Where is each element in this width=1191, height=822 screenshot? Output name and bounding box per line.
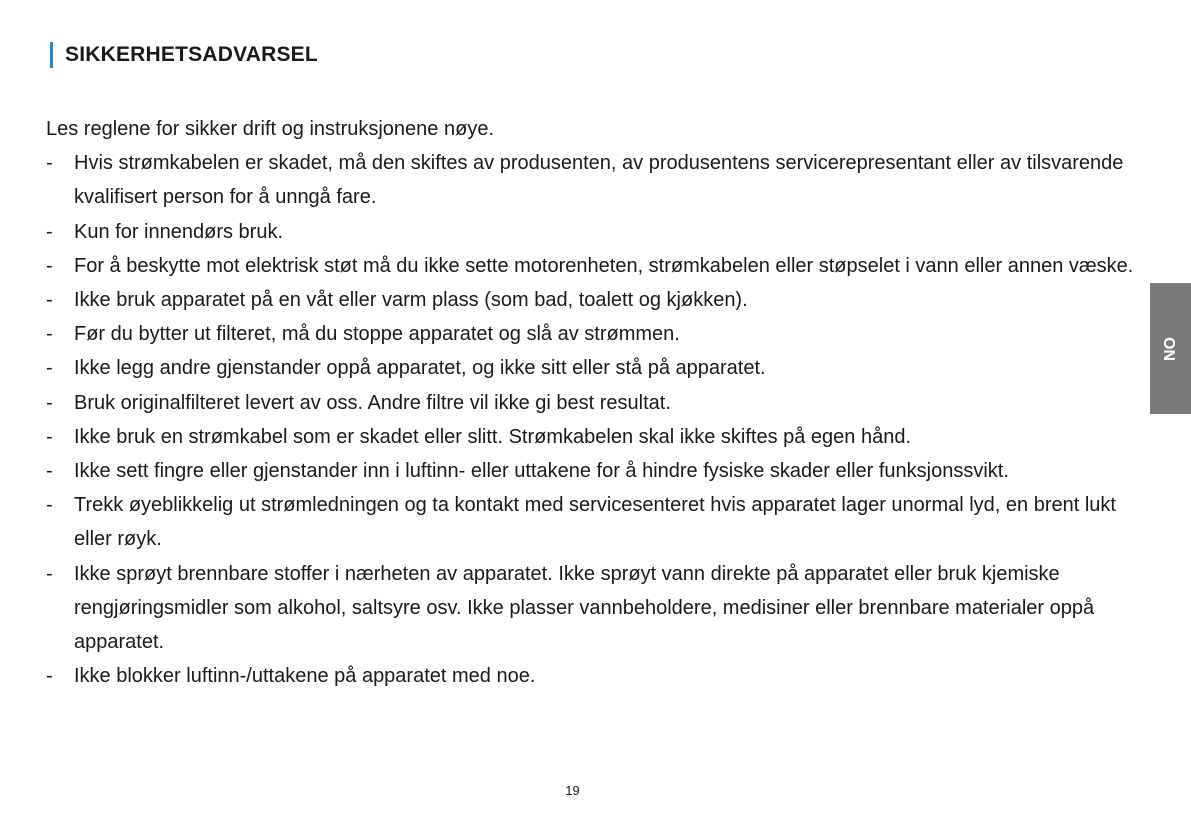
- bullet-dash: -: [46, 289, 53, 312]
- intro-text: Les reglene for sikker drift og instruksjonene nøye.: [46, 118, 494, 140]
- list-item: [46, 351, 1151, 385]
- page-number: 19: [565, 783, 580, 798]
- rule-text: Ikke sett fingre eller gjenstander inn i luftinn- eller uttakene for å hindre fysiske skader eller funksjonssvikt.: [74, 460, 1009, 483]
- rule-text: Bruk originalfilteret levert av oss. Andre filtre vil ikke gi best resultat.: [74, 391, 671, 414]
- rule-text: Hvis strømkabelen er skadet, må den skiftes av produsenten, av produsentens servicerepresentant eller av tilsvarende kvalifisert person for å unngå fare.: [74, 152, 1124, 209]
- list-item: [46, 317, 1151, 351]
- bullet-dash: -: [46, 254, 53, 277]
- bullet-dash: -: [46, 665, 53, 688]
- list-item: [46, 386, 1151, 420]
- language-tab: [1150, 283, 1191, 414]
- bullet-dash: -: [46, 494, 53, 517]
- bullet-dash: -: [46, 323, 53, 346]
- bullet-dash: -: [46, 357, 53, 380]
- rule-text: Kun for innendørs bruk.: [74, 220, 283, 243]
- rule-text: Ikke blokker luftinn-/uttakene på apparatet med noe.: [74, 665, 536, 688]
- safety-rules-list: [46, 146, 1151, 693]
- bullet-dash: -: [46, 220, 53, 243]
- section-heading: [50, 40, 318, 70]
- rule-text: Trekk øyeblikkelig ut strømledningen og ta kontakt med servicesenteret hvis apparatet lager unormal lyd, en brent lukt eller røyk.: [74, 494, 1116, 551]
- bullet-dash: -: [46, 152, 53, 175]
- rule-text: Før du bytter ut filteret, må du stoppe apparatet og slå av strømmen.: [74, 323, 680, 346]
- rule-text: Ikke bruk apparatet på en våt eller varm plass (som bad, toalett og kjøkken).: [74, 289, 748, 312]
- list-item: [46, 557, 1151, 660]
- bullet-dash: -: [46, 391, 53, 414]
- page-title: SIKKERHETSADVARSEL: [65, 43, 318, 66]
- rule-text: Ikke bruk en strømkabel som er skadet eller slitt. Strømkabelen skal ikke skiftes på egen hånd.: [74, 425, 912, 448]
- bullet-dash: -: [46, 460, 53, 483]
- bullet-dash: -: [46, 562, 53, 585]
- list-item: [46, 420, 1151, 454]
- list-item: [46, 146, 1151, 214]
- rule-text: For å beskytte mot elektrisk støt må du ikke sette motorenheten, strømkabelen eller støpselet i vann eller annen væske.: [74, 254, 1134, 277]
- heading-accent-bar: [50, 42, 53, 68]
- list-item: [46, 283, 1151, 317]
- list-item: [46, 488, 1151, 556]
- safety-content: [46, 112, 1151, 693]
- bullet-dash: -: [46, 425, 53, 448]
- rule-text: Ikke legg andre gjenstander oppå apparatet, og ikke sitt eller stå på apparatet.: [74, 357, 766, 380]
- list-item: [46, 454, 1151, 488]
- rule-text: Ikke sprøyt brennbare stoffer i nærheten av apparatet. Ikke sprøyt vann direkte på apparatet eller bruk kjemiske rengjøringsmidler som alkohol, saltsyre osv. Ikke plasser vannbeholdere, medisiner eller brennbare materialer oppå apparatet.: [74, 562, 1095, 654]
- list-item: [46, 659, 1151, 693]
- list-item: [46, 249, 1151, 283]
- language-tab-label: NO: [1161, 336, 1179, 361]
- list-item: [46, 215, 1151, 249]
